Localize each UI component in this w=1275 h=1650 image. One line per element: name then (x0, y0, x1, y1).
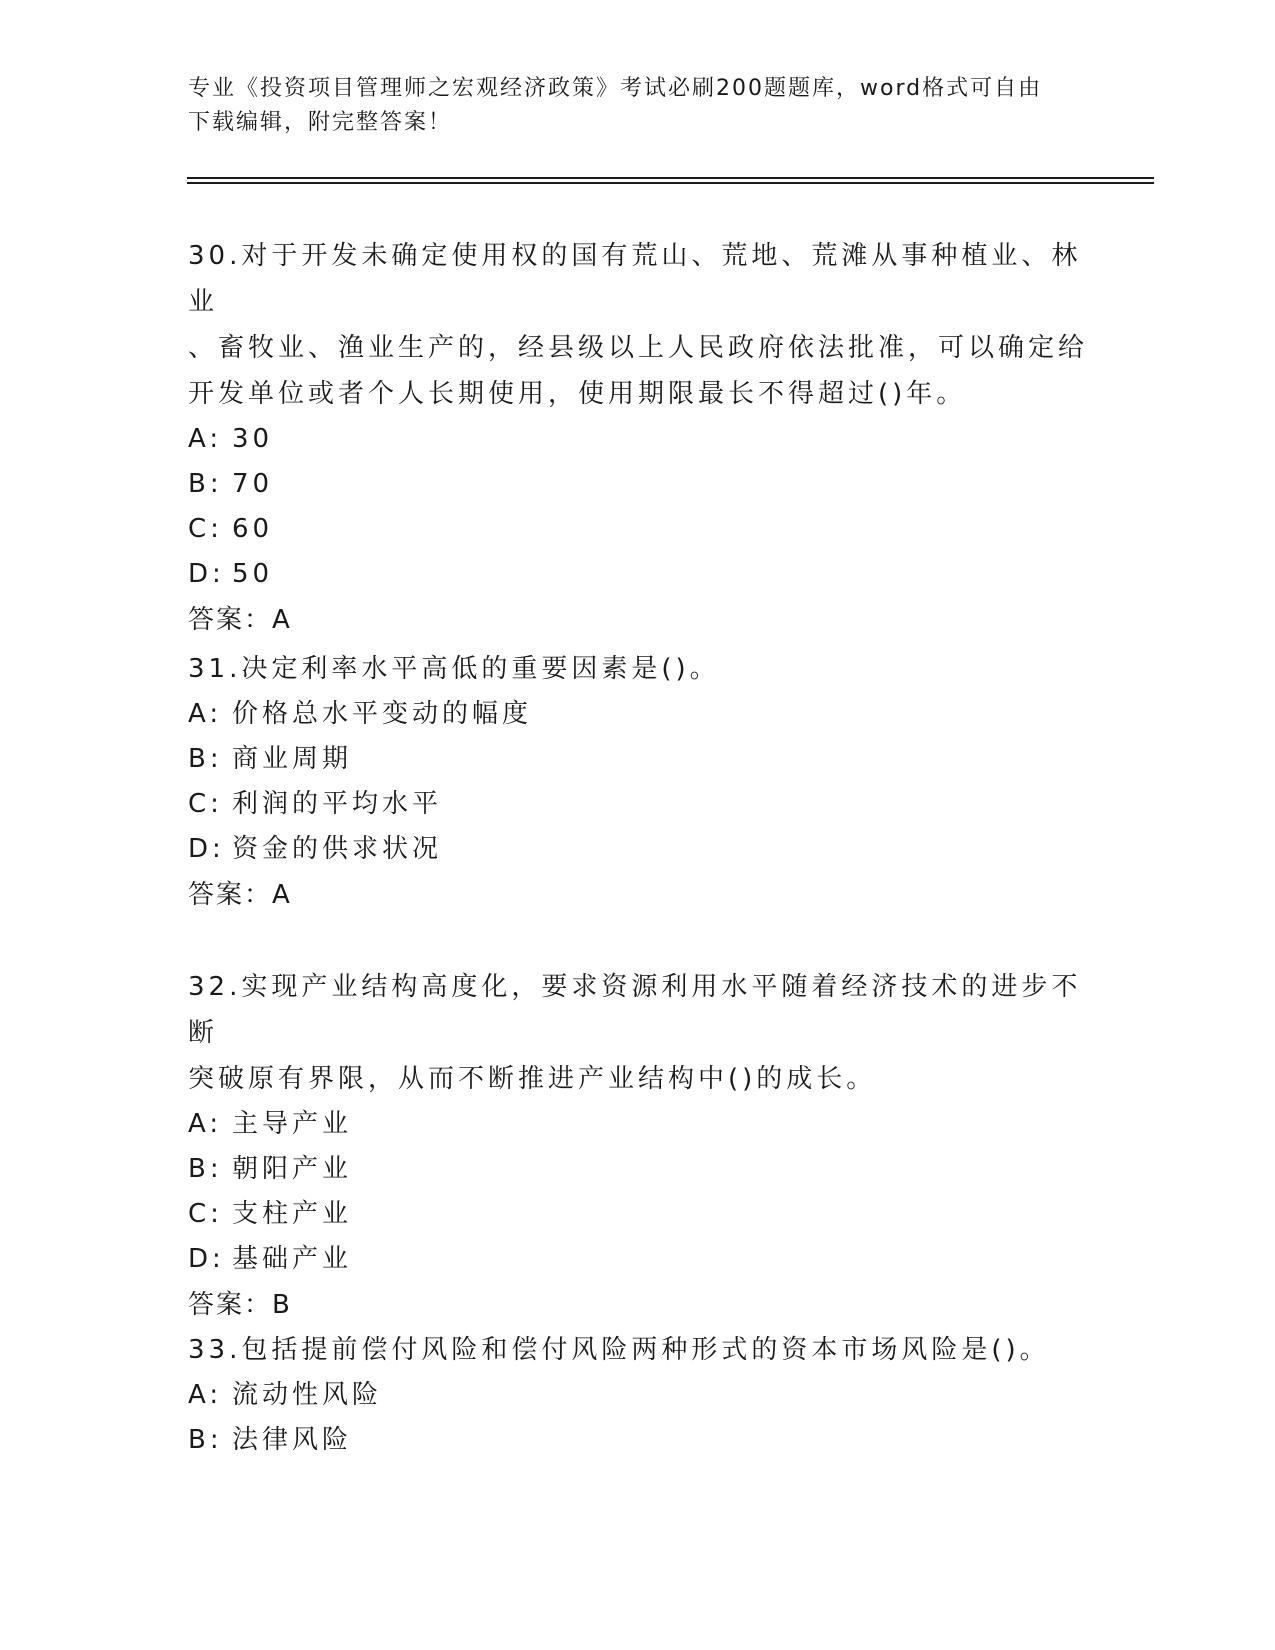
option-a (188, 692, 1088, 737)
header-divider-top (187, 177, 1154, 179)
question-stem-line: 32.实现产业结构高度化，要求资源利用水平随着经济技术的进步不断 (188, 972, 1082, 1048)
option-letter: B: (188, 469, 223, 499)
option-text: 利润的平均水平 (232, 789, 443, 819)
option-d (188, 1237, 1088, 1282)
option-letter: B: (188, 1154, 223, 1184)
option-b (188, 737, 1088, 782)
option-text: 30 (232, 424, 274, 454)
question-stem-line: 开发单位或者个人长期使用，使用期限最长不得超过()年。 (188, 379, 967, 409)
option-text: 60 (232, 514, 274, 544)
option-text: 商业周期 (232, 744, 353, 774)
option-text: 流动性风险 (232, 1380, 383, 1410)
option-letter: B: (188, 1425, 223, 1455)
option-b (188, 462, 1088, 507)
option-d (188, 552, 1088, 597)
option-text: 法律风险 (232, 1425, 353, 1455)
option-letter: D: (188, 1244, 225, 1274)
option-d (188, 827, 1088, 872)
option-text: 50 (232, 559, 274, 589)
option-a (188, 1102, 1088, 1147)
document-header (188, 72, 1088, 140)
option-letter: A: (188, 1380, 223, 1410)
option-letter: A: (188, 424, 223, 454)
option-letter: D: (188, 834, 225, 864)
option-text: 朝阳产业 (232, 1154, 353, 1184)
option-c (188, 1192, 1088, 1237)
option-letter: C: (188, 514, 223, 544)
option-letter: D: (188, 559, 225, 589)
option-text: 价格总水平变动的幅度 (232, 699, 533, 729)
question-33 (188, 1327, 1088, 1463)
question-30 (188, 233, 1088, 643)
option-letter: B: (188, 744, 223, 774)
option-text: 支柱产业 (232, 1199, 353, 1229)
header-line-1: 专业《投资项目管理师之宏观经济政策》考试必刷200题题库，word格式可自由 (188, 76, 1043, 101)
answer-line: 答案：A (188, 880, 292, 910)
question-stem-line: 、畜牧业、渔业生产的，经县级以上人民政府依法批准，可以确定给 (188, 333, 1089, 363)
option-text: 基础产业 (232, 1244, 353, 1274)
option-text: 资金的供求状况 (232, 834, 443, 864)
answer-line: 答案：A (188, 605, 292, 635)
question-stem-line: 30.对于开发未确定使用权的国有荒山、荒地、荒滩从事种植业、林业 (188, 241, 1082, 317)
answer-line: 答案：B (188, 1290, 292, 1320)
question-stem-line: 突破原有界限，从而不断推进产业结构中()的成长。 (188, 1064, 877, 1094)
question-31 (188, 646, 1088, 918)
option-c (188, 507, 1088, 552)
option-b (188, 1418, 1088, 1463)
header-divider-bottom (187, 182, 1154, 184)
header-line-2: 下载编辑，附完整答案！ (188, 110, 453, 135)
option-c (188, 782, 1088, 827)
option-b (188, 1147, 1088, 1192)
option-letter: C: (188, 789, 223, 819)
option-letter: A: (188, 1109, 223, 1139)
option-text: 70 (232, 469, 274, 499)
question-stem-line: 33.包括提前偿付风险和偿付风险两种形式的资本市场风险是()。 (188, 1335, 1050, 1365)
question-stem-line: 31.决定利率水平高低的重要因素是()。 (188, 654, 720, 684)
option-text: 主导产业 (232, 1109, 353, 1139)
option-letter: A: (188, 699, 223, 729)
option-a (188, 417, 1088, 462)
question-32 (188, 964, 1088, 1328)
option-letter: C: (188, 1199, 223, 1229)
option-a (188, 1373, 1088, 1418)
